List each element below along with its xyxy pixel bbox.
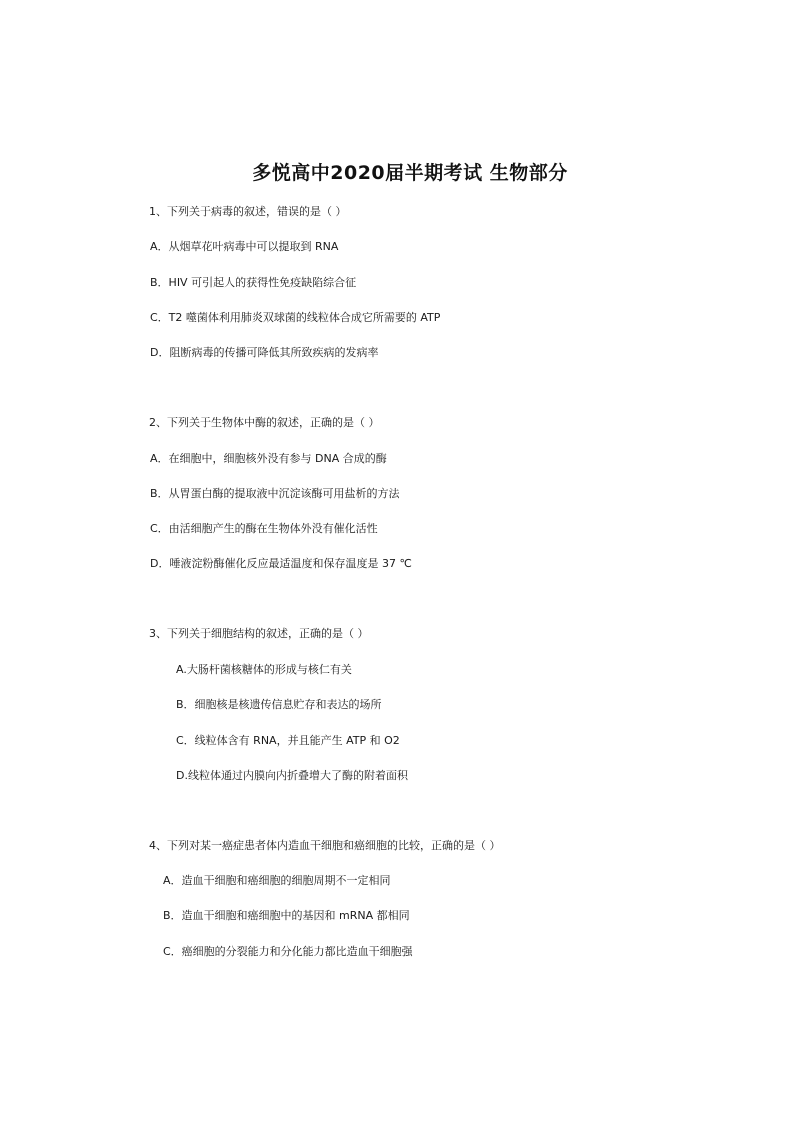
question-4-stem: 4、下列对某一癌症患者体内造血干细胞和癌细胞的比较，正确的是（ ） — [149, 839, 501, 852]
question-2-option-d: D．唾液淀粉酶催化反应最适温度和保存温度是 37 ℃ — [150, 557, 412, 570]
question-3-option-b: B．细胞核是核遗传信息贮存和表达的场所 — [176, 698, 382, 711]
question-4-option-c: C．癌细胞的分裂能力和分化能力都比造血干细胞强 — [163, 945, 413, 958]
question-3-option-a: A.大肠杆菌核糖体的形成与核仁有关 — [176, 663, 352, 676]
question-4-option-a: A．造血干细胞和癌细胞的细胞周期不一定相同 — [163, 874, 391, 887]
question-3-option-d: D.线粒体通过内膜向内折叠增大了酶的附着面积 — [176, 769, 408, 782]
question-2-option-a: A．在细胞中，细胞核外没有参与 DNA 合成的酶 — [150, 452, 387, 465]
question-4-option-b: B．造血干细胞和癌细胞中的基因和 mRNA 都相同 — [163, 909, 410, 922]
question-1-option-a: A．从烟草花叶病毒中可以提取到 RNA — [150, 240, 339, 253]
question-1-option-b: B．HIV 可引起人的获得性免疫缺陷综合征 — [150, 276, 357, 289]
question-3-option-c: C．线粒体含有 RNA，并且能产生 ATP 和 O2 — [176, 734, 400, 747]
question-2-option-c: C．由活细胞产生的酶在生物体外没有催化活性 — [150, 522, 378, 535]
question-1-option-c: C．T2 噬菌体利用肺炎双球菌的线粒体合成它所需要的 ATP — [150, 311, 441, 324]
exam-title: 多悦高中2020届半期考试 生物部分 — [252, 162, 568, 184]
question-2-option-b: B．从胃蛋白酶的提取液中沉淀该酶可用盐析的方法 — [150, 487, 400, 500]
question-1-stem: 1、下列关于病毒的叙述，错误的是（ ） — [149, 205, 347, 218]
question-3-stem: 3、下列关于细胞结构的叙述，正确的是（ ） — [149, 627, 369, 640]
question-2-stem: 2、下列关于生物体中酶的叙述，正确的是（ ） — [149, 416, 380, 429]
question-1-option-d: D．阻断病毒的传播可降低其所致疾病的发病率 — [150, 346, 379, 359]
